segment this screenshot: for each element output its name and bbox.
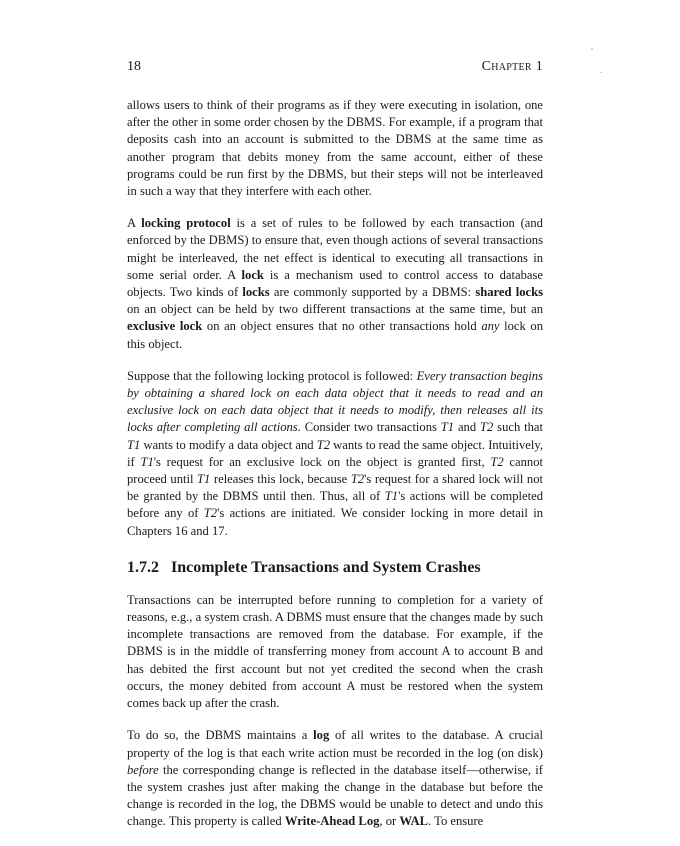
margin-mark-dot: .: [600, 66, 602, 75]
term-wal: WAL: [399, 814, 429, 829]
term-locking-protocol: locking protocol: [141, 216, 231, 231]
emphasis-t2: T2: [203, 506, 218, 521]
term-log: log: [313, 728, 330, 743]
text-run: and: [454, 420, 480, 435]
emphasis-t2: T2: [316, 437, 331, 452]
text-run: on an object can be held by two different transactions at the same time, but an: [127, 302, 543, 317]
emphasis-protocol-rule: Every transaction begins by obtaining a shared lock on each data object that it needs to read and an exclusive lock on each data object that it needs to modify, then releases all its locks after completing all actions.: [127, 368, 543, 435]
text-run: the corresponding change is reflected in the database itself—otherwise, if the system crashes just after making the change in the database but before the change is recorded in the log, the DBMS would be unable to detect and undo this change. This property is called: [127, 762, 543, 829]
term-exclusive-lock: exclusive lock: [127, 319, 203, 334]
body-text: [127, 97, 543, 846]
emphasis-t1: T1: [197, 472, 211, 487]
paragraph-incomplete-transactions: Transactions can be interrupted before running to completion for a variety of reasons, e.g., a system crash. A DBMS must ensure that the changes made by such incomplete transactions are removed from the database. For example, if the DBMS is in the middle of transferring money from account A to account B and has debited the first account but not yet credited the second when the crash occurs, the money debited from account A must be restored when the system comes back up after the crash.: [127, 592, 543, 711]
text-run: Suppose that the following locking protocol is followed:: [127, 368, 417, 383]
emphasis-t2: T2: [480, 420, 494, 435]
emphasis-before: before: [127, 762, 159, 777]
margin-mark-comma: ,: [591, 42, 593, 51]
running-header: [127, 59, 543, 75]
emphasis-t1: T1: [127, 437, 141, 452]
paragraph-locking-protocol: [127, 215, 543, 353]
text-run: is a mechanism used to control access to database objects. Two kinds of: [127, 267, 543, 300]
emphasis-t1: T1: [384, 489, 399, 504]
term-write-ahead-log: Write-Ahead Log: [284, 814, 380, 829]
section-number: 1.7.2: [127, 558, 159, 576]
emphasis-t1: T1: [440, 420, 455, 435]
text-run: of all writes to the database. A crucial property of the log is that each write action must be recorded in the log (on disk): [127, 728, 543, 760]
term-shared-locks: shared locks: [475, 285, 543, 300]
page-number: 18: [127, 59, 141, 74]
section-heading: [127, 558, 543, 578]
text-run: is a set of rules to be followed by each transaction (and enforced by the DBMS) to ensure that, even though actions of several transactions might be interleaved, the net effect is identical to executing all transactions in some serial order. A: [127, 216, 543, 282]
text-run: lock on this object.: [127, 319, 543, 351]
text-run: . To ensure: [428, 814, 484, 829]
text-run: on an object ensures that no other transactions hold: [202, 319, 482, 334]
text-run: cannot proceed until: [127, 454, 543, 487]
text-run: A: [127, 216, 142, 231]
text-run: 's request for an exclusive lock on the object is granted first,: [153, 454, 491, 469]
emphasis-any: any: [481, 319, 500, 334]
term-locks: locks: [242, 285, 270, 300]
paragraph-log: [127, 727, 543, 830]
text-run: , or: [379, 814, 400, 829]
text-run: 's actions are initiated. We consider locking in more detail in Chapters 16 and 17.: [127, 506, 543, 538]
text-run: wants to read the same object. Intuitively, if: [127, 437, 543, 469]
text-run: wants to modify a data object and: [140, 437, 317, 452]
term-lock: lock: [241, 267, 264, 282]
text-run: Consider two transactions: [300, 420, 441, 435]
text-run: are commonly supported by a DBMS:: [269, 285, 476, 300]
text-run: such that: [493, 420, 543, 435]
paragraph-protocol-example: [127, 368, 543, 540]
paragraph-1: allows users to think of their programs as if they were executing in isolation, one after the other in some order chosen by the DBMS. For example, if a program that deposits cash into an account is submitted to the DBMS at the same time as another program that debits money from the same account, either of these programs could be run first by the DBMS, but their steps will not be interleaved in such a way that they interfere with each other.: [127, 98, 543, 199]
emphasis-t2: T2: [350, 472, 365, 487]
emphasis-t2: T2: [490, 454, 504, 469]
text-run: 's request for a shared lock will not be granted by the DBMS until then. Thus, all of: [127, 472, 543, 504]
section-title: Incomplete Transactions and System Crashes: [171, 558, 481, 576]
text-run: releases this lock, because: [210, 472, 351, 487]
emphasis-t1: T1: [140, 454, 154, 469]
chapter-label: Chapter 1: [481, 59, 543, 74]
text-run: 's actions will be completed before any of: [127, 489, 544, 521]
text-run: To do so, the DBMS maintains a: [127, 728, 314, 743]
